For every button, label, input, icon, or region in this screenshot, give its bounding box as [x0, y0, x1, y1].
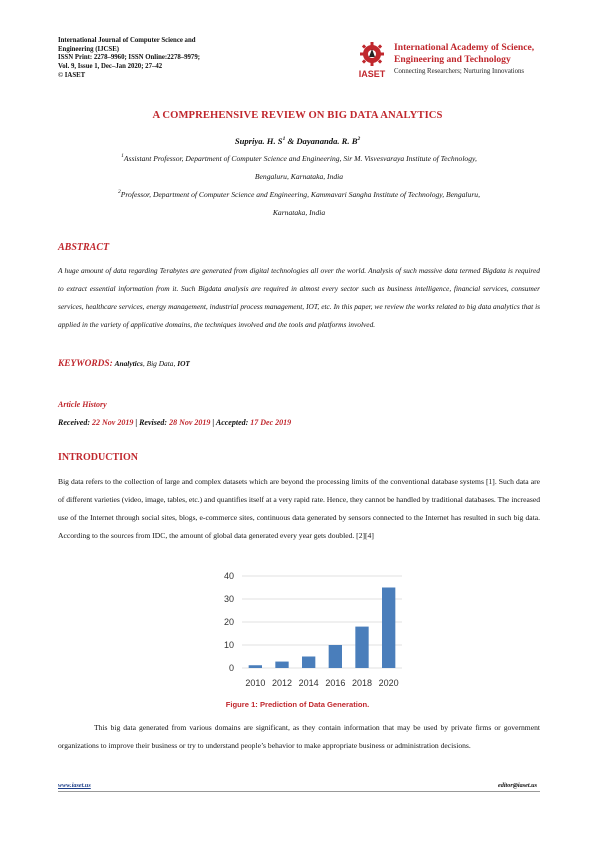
x-tick-label: 2020 — [378, 678, 399, 688]
y-tick-label: 30 — [223, 594, 234, 604]
footer-email: editor@iaset.us — [497, 782, 537, 789]
footer-divider — [58, 791, 540, 792]
author-2: Dayananda. R. B — [296, 136, 358, 146]
revised-label: | Revised: — [133, 418, 170, 427]
revised-date: 28 Nov 2019 — [169, 418, 211, 427]
x-tick-label: 2018 — [351, 678, 373, 688]
x-tick-label: 2012 — [271, 678, 293, 688]
x-tick-label: 2010 — [245, 678, 266, 688]
author-2-sup: 2 — [357, 136, 361, 142]
paper-authors — [0, 136, 595, 146]
bar-2014 — [302, 657, 315, 669]
journal-copyright: © IASET — [58, 71, 86, 79]
abstract-heading: ABSTRACT — [58, 242, 110, 253]
affiliation-2-sup: 2 — [117, 189, 121, 195]
author-1: Supriya. H. S — [234, 136, 283, 146]
author-1-sup: 1 — [282, 136, 286, 142]
logo-text: IASET — [358, 69, 386, 79]
accepted-date: 17 Dec 2019 — [250, 418, 292, 427]
keyword-separator: , — [173, 359, 178, 368]
x-tick-label: 2014 — [298, 678, 319, 688]
iaset-logo — [350, 40, 394, 80]
x-tick-label: 2016 — [325, 678, 346, 688]
y-tick-label: 0 — [228, 663, 234, 673]
introduction-heading: INTRODUCTION — [58, 452, 139, 463]
publisher-info — [394, 42, 574, 77]
introduction-paragraph-1: Big data refers to the collection of large and complex datasets which are beyond the processing limits of the conventional database systems [1]. Such data are of different varieties (video, image, tables, etc.) and quantifies itself at a very rapid rate. Hence, they cannot be handled by traditional databases. The increased use of the Internet through social sites, blogs, e-commerce sites, continuous data generated by sensors connected to the Internet has resulted in such big data. According to the sources from IDC, the amount of global data generated every year gets doubled. [2][4] — [58, 477, 540, 540]
keywords-label: KEYWORDS: — [58, 359, 113, 369]
abstract-text: A huge amount of data regarding Terabytes are generated from digital technologies all over the world. Analysis of such massive data termed Bigdata is required to extract essential information from it. Such Bigdata analysis are required in almost every sector such as business intelligence, financial services, consumer services, healthcare services, energy management, industrial process management, IOT, etc. In this paper, we review the works related to big data analytics that is applied in the variety of applicative domains, the techniques involved and the tools and platforms involved. — [58, 266, 540, 329]
journal-volume: Vol. 9, Issue 1, Dec–Jan 2020; 27–42 — [58, 63, 163, 71]
affiliation-1-line2: Bengaluru, Karnataka, India — [254, 171, 344, 181]
chart-bars — [249, 588, 396, 669]
publisher-tagline: Connecting Researchers; Nurturing Innovations — [394, 68, 525, 75]
accepted-label: | Accepted: — [210, 418, 251, 427]
affiliation-2-line2: Karnataka, India — [272, 207, 326, 217]
author-separator: & — [285, 136, 297, 146]
bar-2020 — [382, 588, 395, 669]
chart-grid — [242, 576, 402, 668]
received-label: Received: — [58, 418, 92, 427]
affiliation-1-sup: 1 — [121, 153, 124, 159]
affiliation-1-line1: Assistant Professor, Department of Computer Science and Engineering, Sir M. Visvesvaraya Institute of Technology, — [123, 154, 477, 163]
keywords — [58, 359, 190, 369]
journal-info — [58, 37, 258, 81]
footer-website-link[interactable]: www.iaset.us — [58, 782, 91, 789]
journal-name-line2: Engineering (IJCSE) — [58, 45, 119, 53]
keyword-big-data: Big Data — [146, 359, 174, 368]
paper-title: A COMPREHENSIVE REVIEW ON BIG DATA ANALYTICS — [152, 110, 443, 121]
chart-y-ticks — [224, 571, 234, 673]
keyword-separator: , — [142, 359, 147, 368]
journal-name-line1: International Journal of Computer Science and — [58, 37, 196, 44]
affiliation-1 — [58, 150, 540, 185]
bar-2018 — [355, 627, 368, 668]
y-tick-label: 40 — [223, 571, 234, 581]
figure-caption: Figure 1: Prediction of Data Generation. — [225, 700, 370, 709]
article-history — [58, 418, 291, 427]
keyword-iot: IOT — [177, 359, 190, 368]
bar-2010 — [249, 665, 262, 668]
y-tick-label: 20 — [223, 617, 234, 627]
keyword-analytics: Analytics — [114, 359, 143, 368]
bar-2016 — [329, 645, 342, 668]
gear-icon — [360, 42, 384, 66]
chart-x-ticks — [245, 678, 398, 688]
received-date: 22 Nov 2019 — [91, 418, 134, 427]
bar-2012 — [275, 662, 288, 668]
publisher-name-line2: Engineering and Technology — [394, 54, 511, 65]
data-generation-chart — [220, 568, 412, 692]
introduction-paragraph-2: This big data generated from various domains are significant, as they contain information that may be used by private firms or government organizations to improve their business or try to understand people’s behavior to make appropriate business or administration decisions. — [58, 723, 540, 750]
affiliation-2-line1: Professor, Department of Computer Science and Engineering, Kammavari Sangha Institute of Technology, Bengaluru, — [120, 190, 480, 199]
publisher-name-line1: International Academy of Science, — [394, 42, 535, 53]
article-history-heading: Article History — [58, 400, 107, 409]
journal-issn: ISSN Print: 2278–9960; ISSN Online:2278–9979; — [58, 54, 200, 62]
affiliation-2 — [58, 186, 540, 221]
y-tick-label: 10 — [223, 640, 234, 650]
